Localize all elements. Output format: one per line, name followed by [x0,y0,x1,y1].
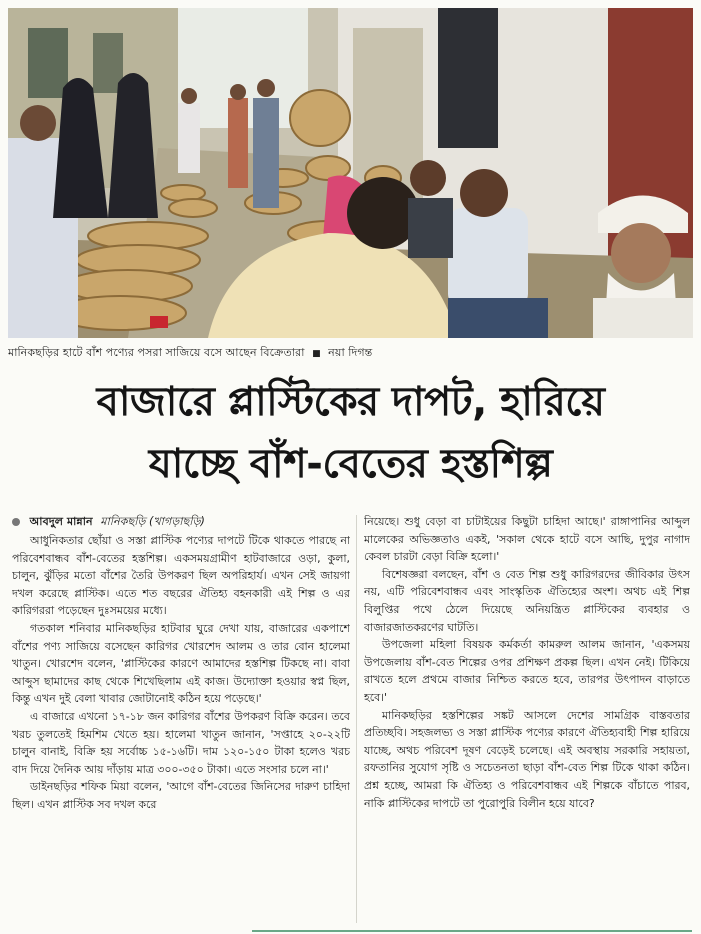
caption-text: মানিকছড়ির হাটে বাঁশ পণ্যের পসরা সাজিয়ে বসে আছেন বিক্রেতারা [8,346,305,359]
byline [12,513,205,531]
bullet-icon [12,518,20,526]
paragraph: মানিকছড়ির হস্তশিল্পের সঙ্কট আসলে দেশের সামগ্রিক বাস্তবতার প্রতিচ্ছবি। সহজলভ্য ও সস্তা প্লাস্টিক পণ্যের কারণে ঐতিহ্যবাহী শিল্প হারিয়ে যাচ্ছে, অথচ পরিবেশ দূষণ বেড়েই চলেছে। এই অবস্থায় সরকারি সহায়তা, রফতানির সুযোগ সৃষ্টি ও সচেতনতা ছাড়া বাঁশ-বেত শিল্প টিকে থাকা কঠিন। প্রশ্ন হচ্ছে, আমরা কি ঐতিহ্য ও পরিবেশবান্ধব এই শিল্পকে বাঁচাতে পারব, নাকি প্লাস্টিকের দাপটে তা পুরোপুরি বিলীন হয়ে যাবে? [364,708,690,810]
news-photo [8,8,693,338]
paragraph: গতকাল শনিবার মানিকছড়ির হাটবার ঘুরে দেখা যায়, বাজারের একপাশে বাঁশের পণ্য সাজিয়ে বসেছেন কারিগর খোরশেদ আলম ও তার বোন হালেমা খাতুন। খোরশেদ বলেন, 'প্লাস্টিকের কারণে আমাদের হস্তশিল্প টিকছে না। বাবা আব্দুস ছামাদের কাছ থেকে শিখেছিলাম এই কাজ। উদ্যোক্তা হওয়ার স্বপ্ন ছিল, কিন্তু এখন দুই বেলা খাবার জোটানোই কঠিন হয়ে পড়েছে।' [12,621,350,706]
paragraph: ডাইনছড়ির শফিক মিয়া বলেন, 'আগে বাঁশ-বেতের জিনিসের দারুণ চাহিদা ছিল। এখন প্লাস্টিক সব দখল করে [12,780,350,811]
headline-line-2: যাচ্ছে বাঁশ-বেতের হস্তশিল্প [148,441,553,487]
photo-caption [8,343,693,363]
bottom-rule [252,930,692,932]
headline-line-1: বাজারে প্লাস্টিকের দাপট, হারিয়ে [96,379,605,425]
column-divider [356,515,357,923]
dateline-place: মানিকছড়ি (খাগড়াছড়ি) [100,515,205,528]
article-column-right [364,513,690,925]
caption-separator: ■ [312,349,321,359]
paragraph: উপজেলা মহিলা বিষয়ক কর্মকর্তা কামরুল আলম জানান, 'একসময় উপজেলায় বাঁশ-বেত শিল্পের ওপর প্রশিক্ষণ প্রকল্প ছিল। এখন নেই। টিকিয়ে রাখতে হলে প্রথমে বাজার নিশ্চিত করতে হবে, তারপর উৎপাদন বাড়াতে হবে।' [364,638,690,704]
photo-credit: নয়া দিগন্ত [328,346,373,359]
paragraph: নিয়েছে। শুধু বেড়া বা চাটাইয়ের কিছুটা চাহিদা আছে।' রাঙ্গাপানির আব্দুল মালেকের অভিজ্ঞতাও একই, 'সকাল থেকে হাটে বসে আছি, দুপুর নাগাদ কেবল চারটা বেড়া বিক্রি হলো।' [364,515,690,564]
paragraph: বিশেষজ্ঞরা বলছেন, বাঁশ ও বেত শিল্প শুধু কারিগরদের জীবিকার উৎস নয়, এটি পরিবেশবান্ধব এবং সাংস্কৃতিক ঐতিহ্যের অংশ। অথচ এই শিল্প বিলুপ্তির পথে ঠেলে দিয়েছে অনিয়ন্ত্রিত প্লাস্টিকের ব্যবহার ও বাজারজাতকরণের ঘাটতি। [364,567,690,634]
paragraph: আধুনিকতার ছোঁয়া ও সস্তা প্লাস্টিক পণ্যের দাপটে টিকে থাকতে পারছে না পরিবেশবান্ধব বাঁশ-বেতের হস্তশিল্প। একসময়গ্রামীণ হাটবাজারে ওড়া, কুলা, চালুন, ঝুঁড়ির মতো বাঁশের তৈরি উপকরণ ছিল অপরিহার্য। এখন সেই জায়গা দখল করেছে প্লাস্টিক। এতে শত বছরের ঐতিহ্য বহনকারী এই শিল্প ও এর কারিগররা পড়েছেন দুঃসময়ের মধ্যে। [12,534,350,618]
headline [8,372,693,500]
author-name: আবদুল মান্নান [29,515,93,528]
market-photo-icon [8,8,693,338]
paragraph: এ বাজারে এখনো ১৭-১৮ জন কারিগর বাঁশের উপকরণ বিক্রি করেন। তবে খরচ তুলতেই হিমশিম খেতে হয়। হালেমা খাতুন জানান, 'সপ্তাহে ২০-২২টি চালুন বানাই, বিক্রি হয় সর্বোচ্চ ১৫-১৬টি। দাম ১২০-১৫০ টাকা হলেও খরচ বাদ দিয়ে দৈনিক আয় দাঁড়ায় মাত্র ৩০০-৩৫০ টাকা। এতে সংসার চলে না।' [12,709,350,776]
article-column-left [12,532,350,924]
